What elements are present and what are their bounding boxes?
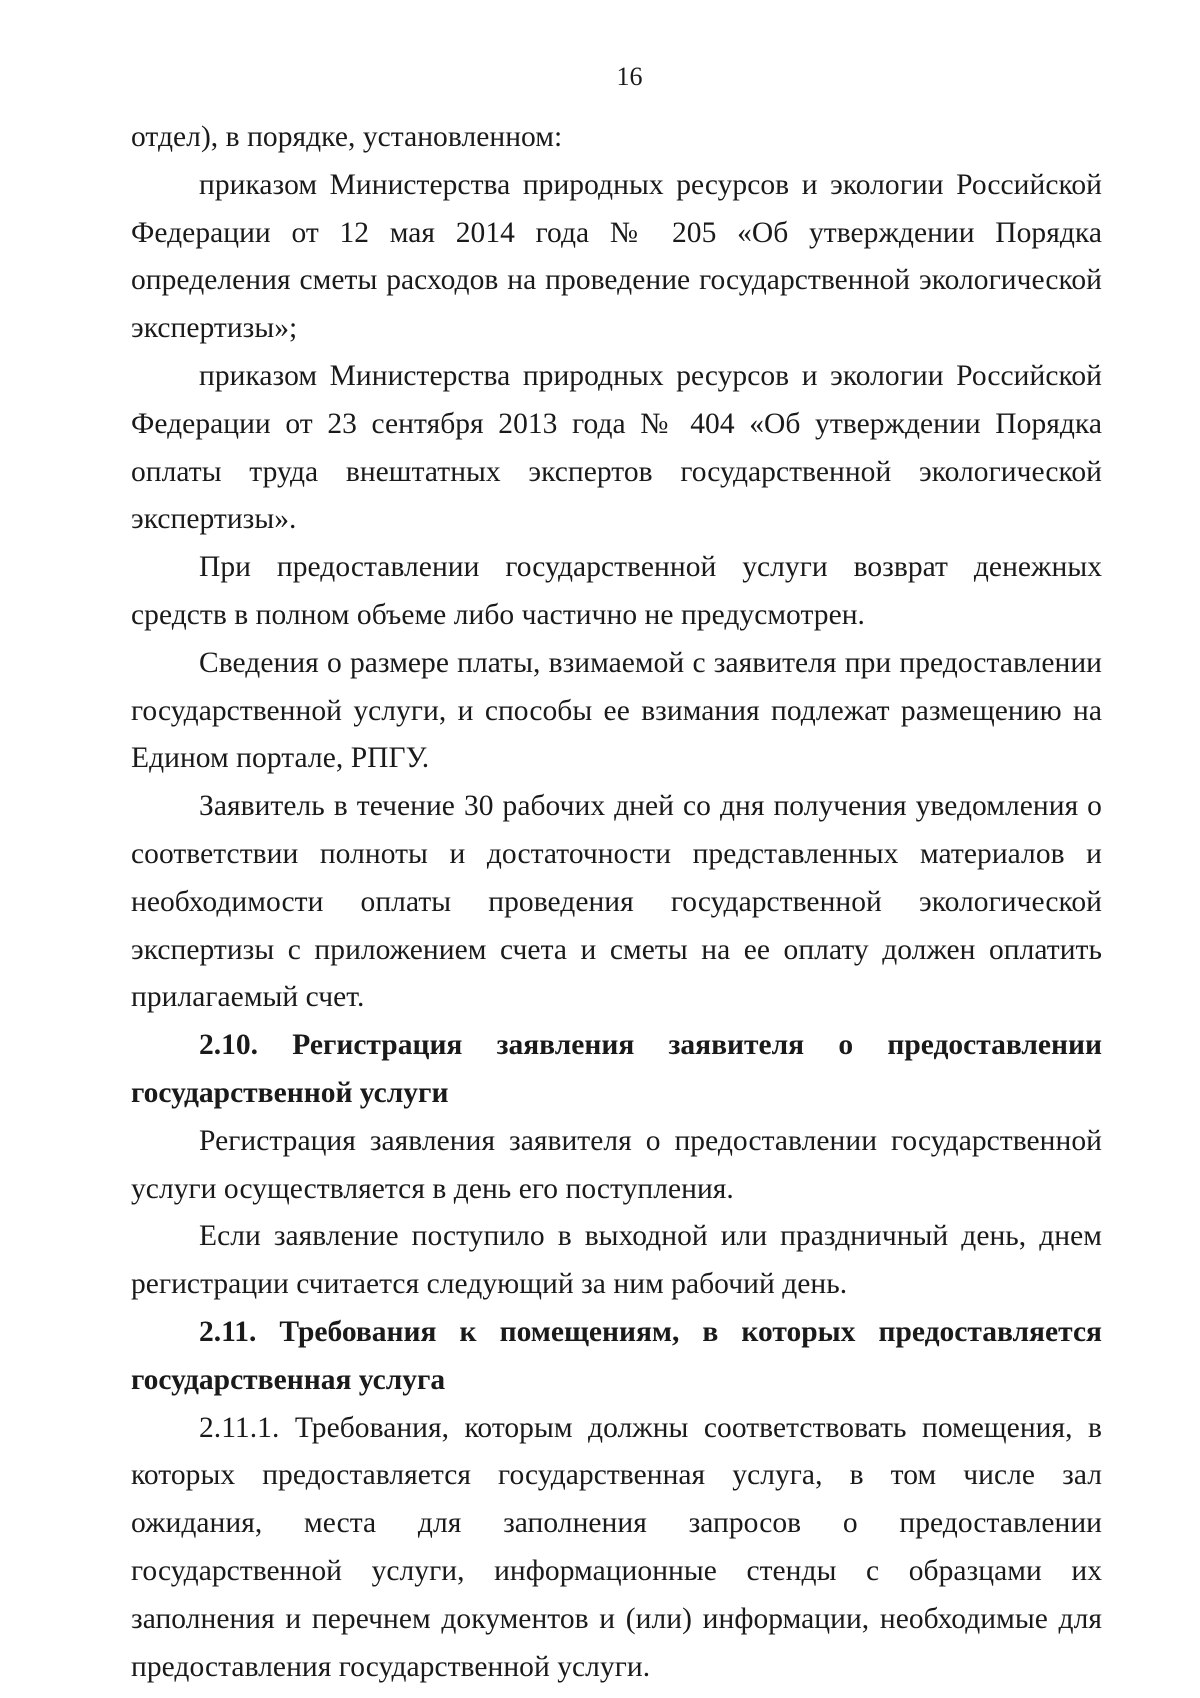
paragraph-payment-deadline: Заявитель в течение 30 рабочих дней со дня получения уведомления о соответствии полноты и достаточности представленных материалов и необходимости оплаты проведения государственной экологической экспертизы с приложением счета и сметы на ее оплату должен оплатить прилагаемый счет.: [131, 790, 1102, 1014]
paragraph-continuation: отдел), в порядке, установленном:: [131, 121, 563, 153]
section-heading-2-10: 2.10. Регистрация заявления заявителя о предоставлении государственной услуги: [131, 1029, 1102, 1109]
paragraph-order-205: приказом Министерства природных ресурсов и экологии Российской Федерации от 12 мая 2014 года № 205 «Об утверждении Порядка определения сметы расходов на проведение государственной экологической экспертизы»;: [131, 168, 1102, 345]
paragraph-2-11-1: 2.11.1. Требования, которым должны соответствовать помещения, в которых предоставляется государственная услуга, в том числе зал ожидания, места для заполнения запросов о предоставлении государственной услуги, информационные стенды с образцами их заполнения и перечнем документов и (или) информации, необходимые для предоставления государственной услуги.: [131, 1411, 1102, 1683]
paragraph-order-404: приказом Министерства природных ресурсов и экологии Российской Федерации от 23 сентября 2013 года № 404 «Об утверждении Порядка оплаты труда внештатных экспертов государственной экологической экспертизы».: [131, 359, 1102, 536]
page-number: 16: [616, 62, 643, 91]
paragraph-holiday-registration: Если заявление поступило в выходной или праздничный день, днем регистрации считается следующий за ним рабочий день.: [131, 1220, 1102, 1301]
paragraph-registration: Регистрация заявления заявителя о предоставлении государственной услуги осуществляется в день его поступления.: [131, 1124, 1102, 1205]
paragraph-refund: При предоставлении государственной услуги возврат денежных средств в полном объеме либо частично не предусмотрен.: [131, 551, 1102, 631]
section-heading-2-11: 2.11. Требования к помещениям, в которых предоставляется государственная услуга: [131, 1315, 1102, 1396]
paragraph-fee-info: Сведения о размере платы, взимаемой с заявителя при предоставлении государственной услуги, и способы ее взимания подлежат размещению на Едином портале, РПГУ.: [131, 646, 1102, 775]
